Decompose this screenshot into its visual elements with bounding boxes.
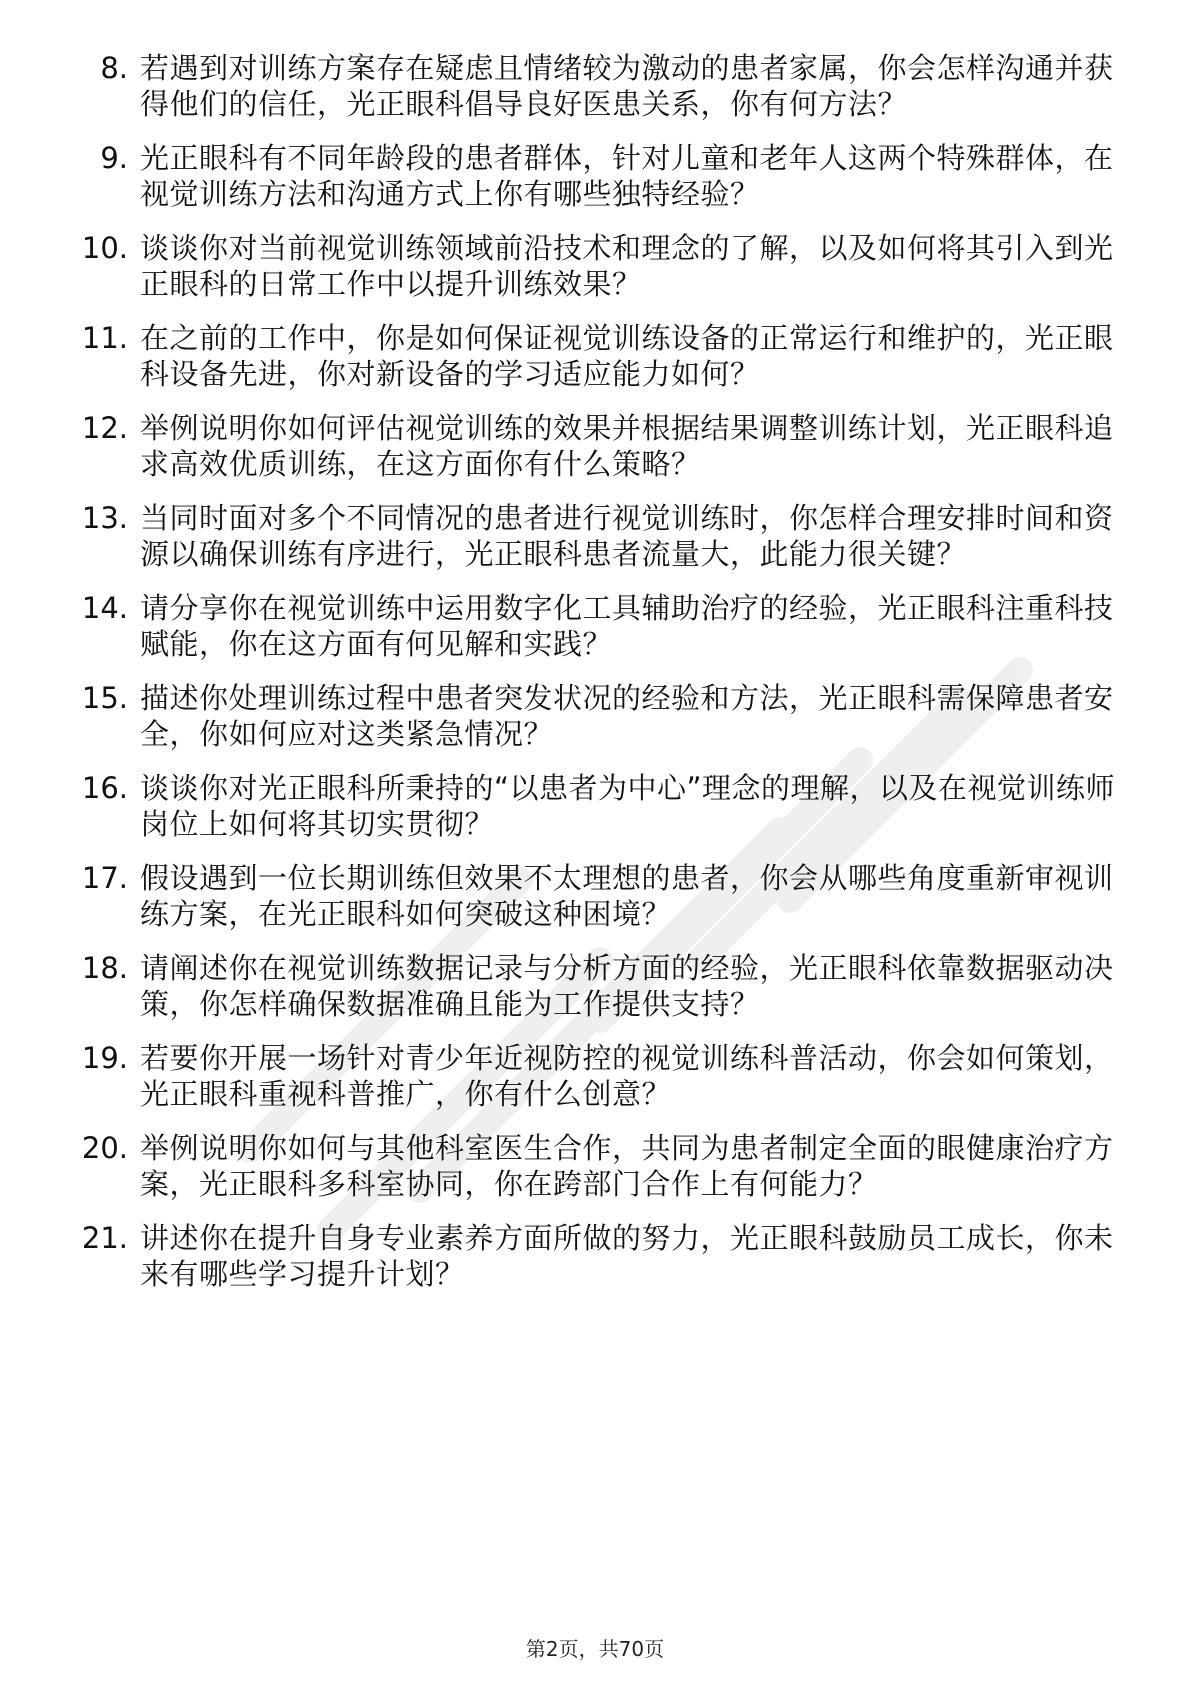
question-text: 若遇到对训练方案存在疑虑且情绪较为激动的患者家属，你会怎样沟通并获得他们的信任，光正眼科倡导良好医患关系，你有何方法？ [140,51,1114,121]
question-number: 16. [81,771,128,805]
page-footer: 第2页，共70页 [525,1637,665,1661]
question-text: 请分享你在视觉训练中运用数字化工具辅助治疗的经验，光正眼科注重科技赋能，你在这方面有何见解和实践？ [140,591,1114,661]
question-number: 21. [81,1221,128,1255]
question-text: 谈谈你对光正眼科所秉持的“以患者为中心”理念的理解，以及在视觉训练师岗位上如何将其切实贯彻？ [140,771,1116,841]
question-item [60,680,1120,752]
question-item [60,50,1120,122]
question-number: 12. [81,411,128,445]
question-text: 举例说明你如何与其他科室医生合作，共同为患者制定全面的眼健康治疗方案，光正眼科多科室协同，你在跨部门合作上有何能力？ [140,1131,1114,1201]
question-text: 描述你处理训练过程中患者突发状况的经验和方法，光正眼科需保障患者安全，你如何应对这类紧急情况？ [140,681,1114,751]
question-list [60,50,1120,1310]
question-number: 17. [81,861,128,895]
question-text: 举例说明你如何评估视觉训练的效果并根据结果调整训练计划，光正眼科追求高效优质训练，在这方面你有什么策略？ [140,411,1114,481]
question-number: 15. [81,681,128,715]
question-item [60,1130,1120,1202]
question-number: 11. [81,321,128,355]
question-item [60,1220,1120,1292]
question-text: 请阐述你在视觉训练数据记录与分析方面的经验，光正眼科依靠数据驱动决策，你怎样确保数据准确且能为工作提供支持？ [140,951,1114,1021]
question-item [60,950,1120,1022]
question-text: 在之前的工作中，你是如何保证视觉训练设备的正常运行和维护的，光正眼科设备先进，你对新设备的学习适应能力如何？ [140,321,1114,391]
question-item [60,770,1120,842]
question-text: 谈谈你对当前视觉训练领域前沿技术和理念的了解，以及如何将其引入到光正眼科的日常工作中以提升训练效果？ [140,231,1114,301]
question-number: 19. [81,1041,128,1075]
question-item [60,590,1120,662]
question-text: 若要你开展一场针对青少年近视防控的视觉训练科普活动，你会如何策划，光正眼科重视科普推广，你有什么创意？ [140,1041,1114,1111]
question-item [60,1040,1120,1112]
question-item [60,410,1120,482]
question-item [60,230,1120,302]
question-text: 光正眼科有不同年龄段的患者群体，针对儿童和老年人这两个特殊群体，在视觉训练方法和沟通方式上你有哪些独特经验？ [140,141,1114,211]
question-text: 假设遇到一位长期训练但效果不太理想的患者，你会从哪些角度重新审视训练方案，在光正眼科如何突破这种困境？ [140,861,1114,931]
question-number: 18. [81,951,128,985]
question-item [60,860,1120,932]
question-item [60,320,1120,392]
question-number: 10. [81,231,128,265]
question-item [60,500,1120,572]
question-text: 讲述你在提升自身专业素养方面所做的努力，光正眼科鼓励员工成长，你未来有哪些学习提升计划？ [140,1221,1114,1291]
question-number: 14. [81,591,128,625]
question-number: 9. [100,141,128,175]
question-number: 20. [81,1131,128,1165]
question-number: 8. [100,51,128,85]
question-text: 当同时面对多个不同情况的患者进行视觉训练时，你怎样合理安排时间和资源以确保训练有序进行，光正眼科患者流量大，此能力很关键？ [140,501,1114,571]
question-item [60,140,1120,212]
question-number: 13. [81,501,128,535]
